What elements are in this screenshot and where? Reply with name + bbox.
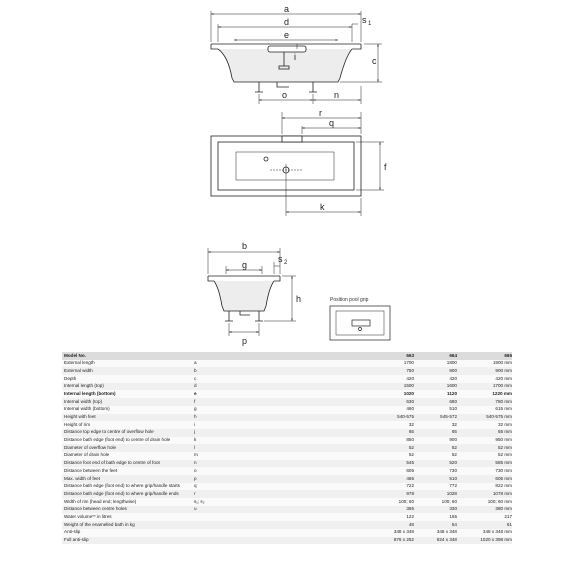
header-model-3: 665	[457, 352, 512, 360]
row-model-1: 100; 60	[358, 498, 414, 506]
row-model-1: 876 x 252	[358, 537, 414, 545]
row-code	[192, 513, 358, 521]
row-model-3: 380 mm	[457, 506, 512, 514]
row-model-1: 722	[358, 483, 414, 491]
row-model-3: 900 mm	[457, 367, 512, 375]
row-model-1: 750	[358, 367, 414, 375]
row-model-2: 824 x 348	[414, 537, 457, 545]
row-model-1: 605	[358, 467, 414, 475]
row-model-2: 52	[414, 444, 457, 452]
svg-text:b: b	[242, 241, 248, 251]
row-model-3: 1020 x 398 mm	[457, 537, 512, 545]
svg-text:2: 2	[284, 260, 288, 266]
row-model-3: 348 x 348 mm	[457, 529, 512, 537]
row-model-2: 520	[414, 460, 457, 468]
pool-grip-caption: Position pool grip	[330, 297, 369, 303]
table-row	[62, 452, 512, 460]
row-model-3: 1220 mm	[457, 390, 512, 398]
row-model-1: 460	[358, 406, 414, 414]
row-model-1: 1020	[358, 390, 414, 398]
row-code: p	[192, 475, 358, 483]
row-model-2: 1028	[414, 490, 457, 498]
table-row	[62, 529, 512, 537]
top-view-dimensions	[270, 112, 384, 216]
svg-text:d: d	[284, 17, 290, 27]
svg-text:e: e	[284, 30, 290, 40]
row-model-1: 545	[358, 460, 414, 468]
row-label: Full anti-slip	[62, 537, 192, 545]
row-code: b	[192, 367, 358, 375]
row-label: Height with feet	[62, 414, 192, 422]
row-model-1: 978	[358, 490, 414, 498]
row-model-2: 510	[414, 406, 457, 414]
row-model-3: 540-575 mm	[457, 414, 512, 422]
row-model-1: 48	[358, 521, 414, 529]
row-model-2: 800	[414, 367, 457, 375]
row-model-1: 52	[358, 444, 414, 452]
row-model-1: 348 x 348	[358, 529, 414, 537]
row-model-3: 615 mm	[457, 406, 512, 414]
row-model-2: 900	[414, 437, 457, 445]
table-row	[62, 475, 512, 483]
row-code: a	[192, 360, 358, 368]
row-label: Distance bath edge (foot end) to where grip/handle ends	[62, 490, 192, 498]
row-label: Internal width (top)	[62, 398, 192, 406]
row-model-3: 217	[457, 513, 512, 521]
header-code	[192, 352, 358, 360]
table-row	[62, 513, 512, 521]
row-code: f	[192, 398, 358, 406]
row-model-2: 65	[414, 429, 457, 437]
row-label: External length	[62, 360, 192, 368]
row-model-1: 365	[358, 506, 414, 514]
row-code: q	[192, 483, 358, 491]
table-header-row	[62, 352, 512, 360]
svg-text:s: s	[362, 15, 367, 25]
row-model-1: 465	[358, 475, 414, 483]
row-code	[192, 537, 358, 545]
side-view-drawing	[211, 44, 361, 92]
row-label: Height of rim	[62, 421, 192, 429]
row-label: Distance top edge to centre of overflow hole	[62, 429, 192, 437]
row-code: h	[192, 414, 358, 422]
table-row	[62, 498, 512, 506]
row-label: Distance between centre holes	[62, 506, 192, 514]
row-model-3: 730 mm	[457, 467, 512, 475]
row-model-1: 1500	[358, 383, 414, 391]
row-model-1: 420	[358, 375, 414, 383]
specification-table	[62, 352, 512, 544]
svg-text:g: g	[242, 260, 248, 270]
table-row	[62, 421, 512, 429]
row-model-2: 330	[414, 506, 457, 514]
row-model-3: 822 mm	[457, 483, 512, 491]
row-model-3: 32 mm	[457, 421, 512, 429]
row-model-2: 772	[414, 483, 457, 491]
row-label: Internal length (bottom)	[62, 390, 192, 398]
svg-text:f: f	[384, 162, 387, 172]
row-model-1: 540-575	[358, 414, 414, 422]
row-model-1: 32	[358, 421, 414, 429]
row-model-3: 1700 mm	[457, 383, 512, 391]
row-label: Distance between the feet	[62, 467, 192, 475]
row-code	[192, 529, 358, 537]
row-model-3: 100; 60 mm	[457, 498, 512, 506]
row-model-2: 54	[414, 521, 457, 529]
row-model-2: 680	[414, 398, 457, 406]
row-label: Distance bath edge (foot end) to where grip/handle starts	[62, 483, 192, 491]
row-model-1: 52	[358, 452, 414, 460]
row-label: Diameter of drain hole	[62, 452, 192, 460]
row-model-1: 122	[358, 513, 414, 521]
row-model-2: 510	[414, 475, 457, 483]
row-model-3: 420 mm	[457, 375, 512, 383]
header-label: Model No.	[62, 352, 192, 360]
row-model-2: 420	[414, 375, 457, 383]
row-code: u	[192, 506, 358, 514]
row-code: j	[192, 429, 358, 437]
row-code: d	[192, 383, 358, 391]
row-label: Distance foot end of bath edge to centre of foot	[62, 460, 192, 468]
svg-text:r: r	[319, 108, 322, 118]
row-label: Internal length (top)	[62, 383, 192, 391]
row-label: Diameter of overflow hole	[62, 444, 192, 452]
table-row	[62, 414, 512, 422]
row-code: c	[192, 375, 358, 383]
row-code: i	[192, 421, 358, 429]
table-row	[62, 467, 512, 475]
row-model-2: 32	[414, 421, 457, 429]
table-row	[62, 390, 512, 398]
svg-text:i: i	[294, 52, 296, 62]
svg-text:p: p	[242, 336, 248, 346]
row-code: e	[192, 390, 358, 398]
row-code: s₁; s₂	[192, 498, 358, 506]
table-row	[62, 490, 512, 498]
table-row	[62, 398, 512, 406]
row-model-2: 100; 60	[414, 498, 457, 506]
row-label: Depth	[62, 375, 192, 383]
table-row	[62, 375, 512, 383]
row-model-2: 545-572	[414, 414, 457, 422]
table-row	[62, 483, 512, 491]
row-label: Max. width of feet	[62, 475, 192, 483]
row-model-2: 1800	[414, 360, 457, 368]
row-code: g	[192, 406, 358, 414]
table-row	[62, 406, 512, 414]
table-row	[62, 521, 512, 529]
table-row	[62, 444, 512, 452]
row-model-1: 630	[358, 398, 414, 406]
row-code: m	[192, 452, 358, 460]
row-label: Anti-slip	[62, 529, 192, 537]
row-model-3: 950 mm	[457, 437, 512, 445]
svg-text:k: k	[320, 202, 325, 212]
row-model-3: 1078 mm	[457, 490, 512, 498]
svg-text:s: s	[278, 254, 283, 264]
svg-text:1: 1	[368, 21, 372, 27]
row-code	[192, 521, 358, 529]
row-model-2: 1120	[414, 390, 457, 398]
table-row	[62, 360, 512, 368]
row-code: k	[192, 437, 358, 445]
row-code: n	[192, 460, 358, 468]
row-model-3: 52 mm	[457, 444, 512, 452]
header-model-1: 663	[358, 352, 414, 360]
header-model-2: 664	[414, 352, 457, 360]
pool-grip-drawing	[330, 306, 390, 340]
svg-text:o: o	[282, 90, 288, 100]
row-code: o	[192, 467, 358, 475]
table-row	[62, 460, 512, 468]
row-model-2: 165	[414, 513, 457, 521]
table-row	[62, 537, 512, 545]
row-model-1: 850	[358, 437, 414, 445]
row-model-3: 61	[457, 521, 512, 529]
svg-text:h: h	[296, 294, 302, 304]
row-model-3: 605 mm	[457, 475, 512, 483]
row-label: Distance bath edge (foot end) to centre of drain hole	[62, 437, 192, 445]
svg-text:c: c	[372, 56, 377, 66]
row-model-1: 1700	[358, 360, 414, 368]
row-model-2: 730	[414, 467, 457, 475]
row-label: Water volume** in litres	[62, 513, 192, 521]
table-row	[62, 437, 512, 445]
row-model-2: 1600	[414, 383, 457, 391]
row-model-3: 52 mm	[457, 452, 512, 460]
table-row	[62, 383, 512, 391]
end-view-drawing	[208, 276, 280, 321]
row-model-3: 585 mm	[457, 460, 512, 468]
row-model-2: 52	[414, 452, 457, 460]
row-label: Weight of the enamelled bath in kg	[62, 521, 192, 529]
svg-text:a: a	[284, 4, 290, 14]
row-model-3: 780 mm	[457, 398, 512, 406]
svg-text:q: q	[329, 118, 335, 128]
svg-text:n: n	[334, 90, 340, 100]
row-model-2: 348 x 348	[414, 529, 457, 537]
table-row	[62, 367, 512, 375]
table-row	[62, 429, 512, 437]
row-code: r	[192, 490, 358, 498]
row-model-1: 65	[358, 429, 414, 437]
table-row	[62, 506, 512, 514]
row-label: External width	[62, 367, 192, 375]
row-model-3: 1900 mm	[457, 360, 512, 368]
row-label: Internal width (bottom)	[62, 406, 192, 414]
row-model-3: 65 mm	[457, 429, 512, 437]
row-label: Width of rim (head end; lengthwise)	[62, 498, 192, 506]
row-code: l	[192, 444, 358, 452]
